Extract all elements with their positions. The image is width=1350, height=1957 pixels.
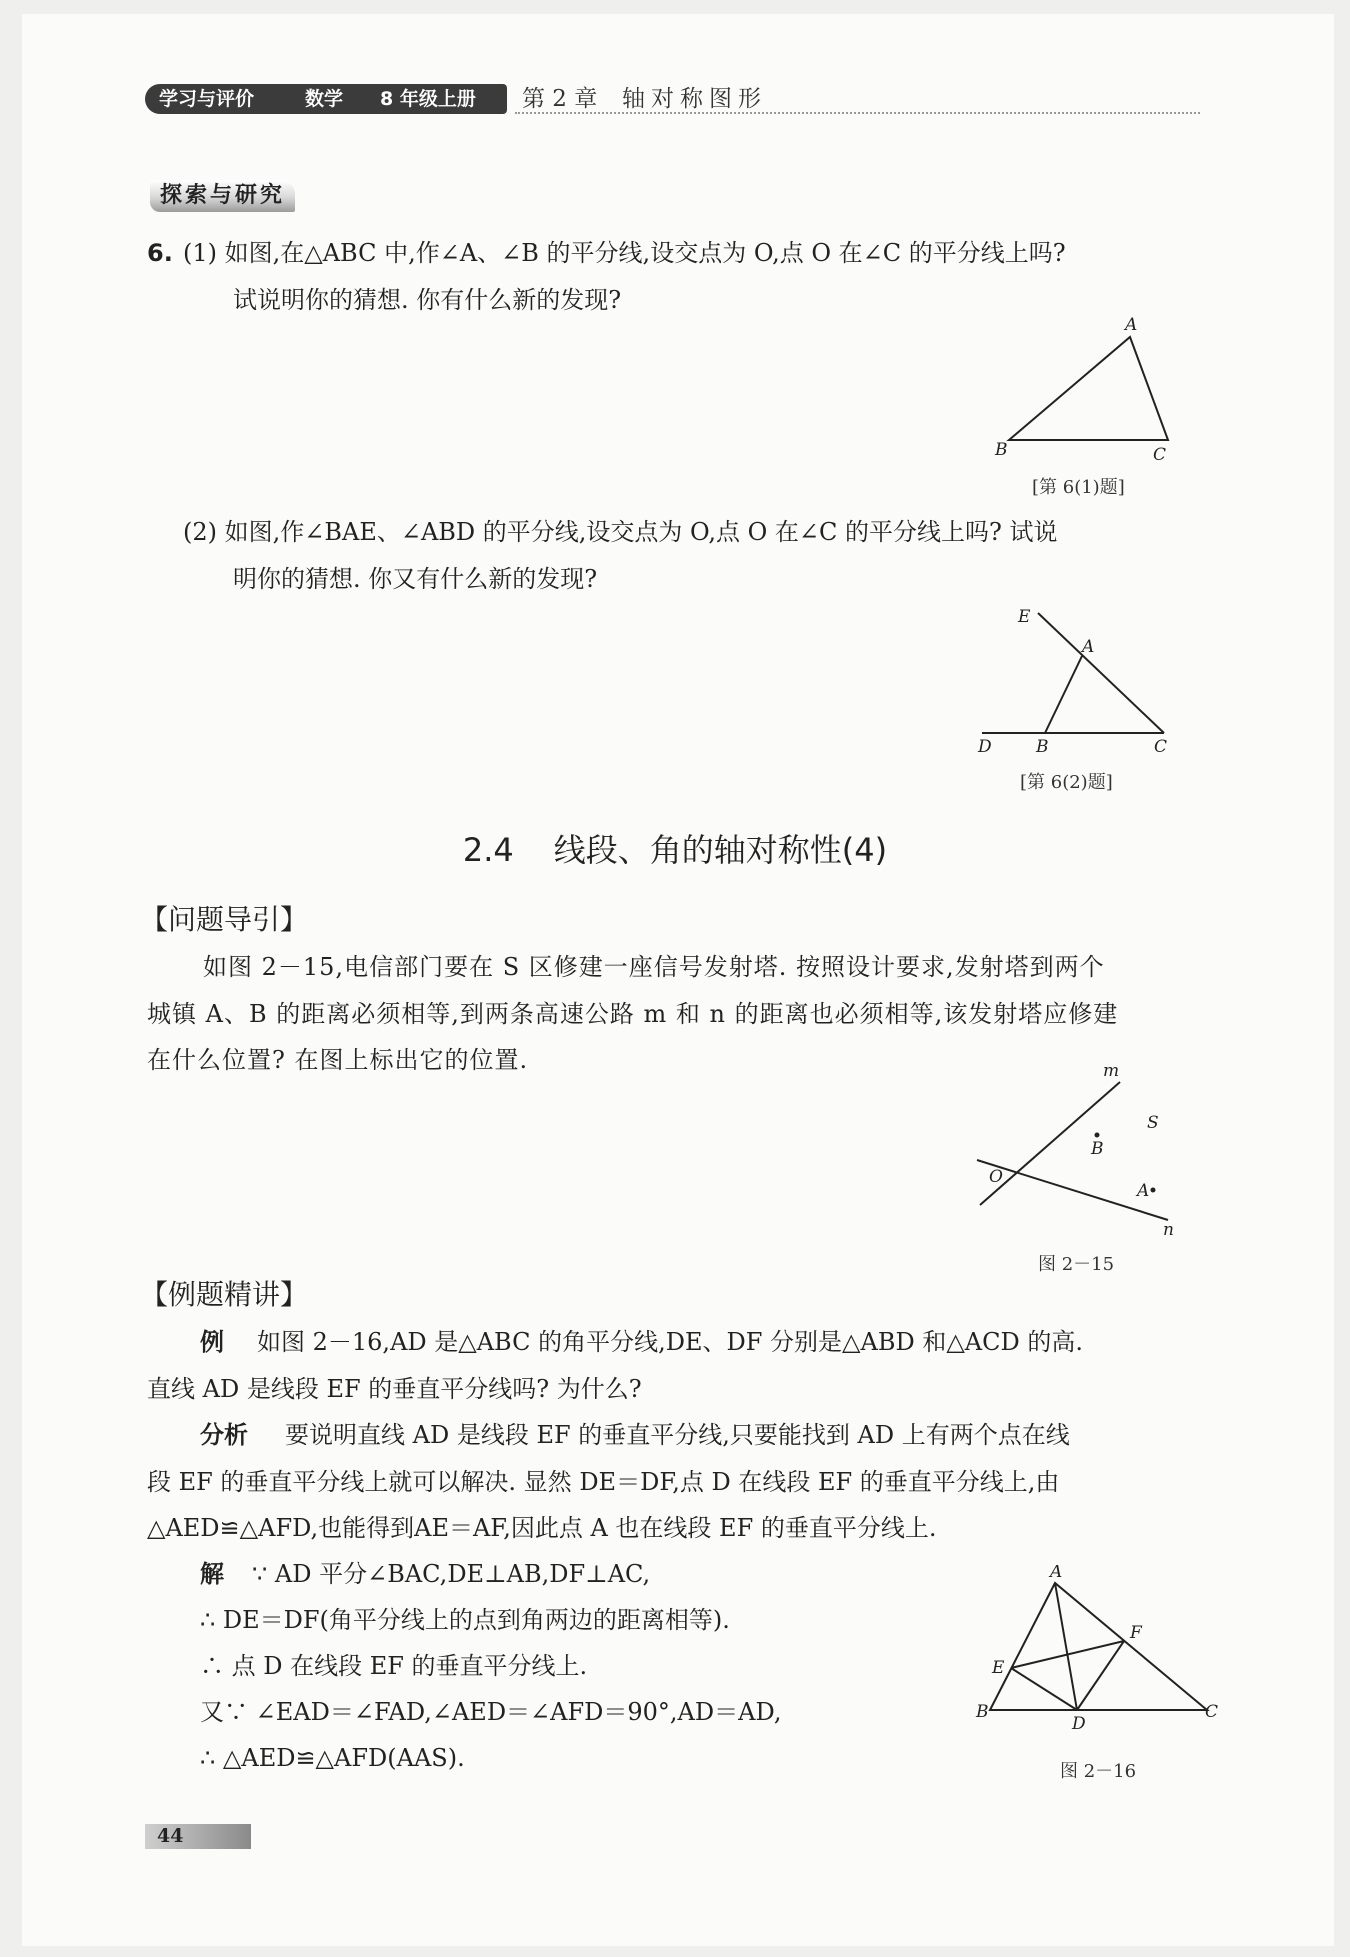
- fig215-label-n: n: [1163, 1220, 1174, 1240]
- fig215-label-s: S: [1147, 1113, 1159, 1133]
- triangle-abc: [1009, 337, 1168, 440]
- fig215-label-a: A: [1137, 1181, 1150, 1201]
- analysis-line2: 段 EF 的垂直平分线上就可以解决. 显然 DE＝DF,点 D 在线段 EF 的垂直平分线上,由: [147, 1468, 1060, 1496]
- fig216-label-c: C: [1205, 1702, 1219, 1722]
- book-series: 学习与评价: [159, 88, 255, 110]
- q6-part2-line2: 明你的猜想. 你又有什么新的发现?: [233, 565, 598, 593]
- section-name: 线段、角的轴对称性(4): [553, 831, 888, 869]
- fig216-caption: 图 2－16: [1060, 1761, 1137, 1782]
- figure-6-2: [970, 600, 1180, 760]
- fig1-caption: [第 6(1)题]: [1032, 477, 1125, 498]
- altitude-de: [1011, 1668, 1077, 1710]
- guide-heading: 【问题导引】: [140, 903, 309, 936]
- explore-heading: 探索与研究: [150, 180, 295, 212]
- solution-line4: 又∵ ∠EAD＝∠FAD,∠AED＝∠AFD＝90°,AD＝AD,: [200, 1698, 782, 1726]
- fig1-label-c: C: [1153, 445, 1167, 465]
- subject: 数学: [305, 88, 344, 110]
- q6-part1-line2: 试说明你的猜想. 你有什么新的发现?: [233, 286, 622, 314]
- q6-part1-line1: (1) 如图,在△ABC 中,作∠A、∠B 的平分线,设交点为 O,点 O 在∠C 的平分线上吗?: [183, 239, 1066, 267]
- section-title: [0, 828, 1350, 872]
- header-banner: [145, 84, 507, 114]
- solution-line2: ∴ DE＝DF(角平分线上的点到角两边的距离相等).: [200, 1606, 730, 1634]
- fig216-label-e: E: [992, 1658, 1005, 1678]
- fig1-label-b: B: [995, 440, 1008, 460]
- fig2-label-e: E: [1018, 607, 1031, 627]
- page-number-tab: [145, 1824, 251, 1849]
- analysis-line3: △AED≌△AFD,也能得到AE＝AF,因此点 A 也在线段 EF 的垂直平分线上.: [147, 1514, 937, 1542]
- guide-line1: 如图 2－15,电信部门要在 S 区修建一座信号发射塔. 按照设计要求,发射塔到两个: [203, 953, 1105, 981]
- header-divider: [515, 112, 1200, 114]
- solution-line5: ∴ △AED≌△AFD(AAS).: [200, 1744, 465, 1772]
- town-a-point: [1151, 1188, 1156, 1193]
- example-line2: 直线 AD 是线段 EF 的垂直平分线吗? 为什么?: [147, 1375, 642, 1403]
- chapter-header: [522, 84, 767, 114]
- figure-6-1: [985, 310, 1195, 470]
- fig215-caption: 图 2－15: [1038, 1254, 1115, 1275]
- section-number: 2.4: [462, 831, 514, 869]
- example-line1: 如图 2－16,AD 是△ABC 的角平分线,DE、DF 分别是△ABD 和△ACD 的高.: [257, 1328, 1083, 1356]
- guide-line3: 在什么位置? 在图上标出它的位置.: [147, 1046, 529, 1074]
- fig216-label-b: B: [976, 1702, 989, 1722]
- fig216-label-d: D: [1072, 1714, 1086, 1734]
- figure-2-15: [965, 1060, 1190, 1240]
- fig215-label-o: O: [989, 1167, 1003, 1187]
- fig2-label-a: A: [1082, 637, 1095, 657]
- analysis-line1: 要说明直线 AD 是线段 EF 的垂直平分线,只要能找到 AD 上有两个点在线: [285, 1421, 1070, 1449]
- q6-number: 6.: [147, 239, 173, 267]
- fig216-label-f: F: [1130, 1623, 1142, 1643]
- chapter-number: 第 2 章: [522, 86, 598, 112]
- fig2-caption: [第 6(2)题]: [1020, 772, 1113, 793]
- segment-ab: [1045, 656, 1082, 733]
- guide-line2: 城镇 A、B 的距离必须相等,到两条高速公路 m 和 n 的距离也必须相等,该发射塔应修建: [147, 1000, 1119, 1028]
- chapter-title: 轴对称图形: [622, 86, 767, 112]
- analysis-label: 分析: [200, 1421, 248, 1449]
- bisector-ad: [1055, 1583, 1077, 1710]
- solution-line1: ∵ AD 平分∠BAC,DE⊥AB,DF⊥AC,: [252, 1560, 651, 1588]
- example-label: 例: [200, 1328, 224, 1356]
- fig2-label-c: C: [1154, 737, 1168, 757]
- town-b-point: [1095, 1133, 1100, 1138]
- solution-label: 解: [200, 1560, 224, 1588]
- fig1-label-a: A: [1125, 315, 1138, 335]
- grade: 8 年级上册: [380, 88, 476, 110]
- solution-line3: ∴ 点 D 在线段 EF 的垂直平分线上.: [200, 1652, 588, 1680]
- fig2-label-b: B: [1036, 737, 1049, 757]
- q6-part2-line1: (2) 如图,作∠BAE、∠ABD 的平分线,设交点为 O,点 O 在∠C 的平分线上吗? 试说: [183, 518, 1058, 546]
- fig2-label-d: D: [978, 737, 992, 757]
- example-heading: 【例题精讲】: [140, 1278, 309, 1311]
- page-number: 44: [157, 1825, 184, 1847]
- figure-2-16: [970, 1565, 1225, 1735]
- fig215-label-m: m: [1103, 1061, 1120, 1081]
- segment-ef: [1011, 1641, 1124, 1668]
- line-ec: [1038, 613, 1164, 733]
- fig215-label-b: B: [1091, 1139, 1104, 1159]
- fig216-label-a: A: [1050, 1565, 1063, 1582]
